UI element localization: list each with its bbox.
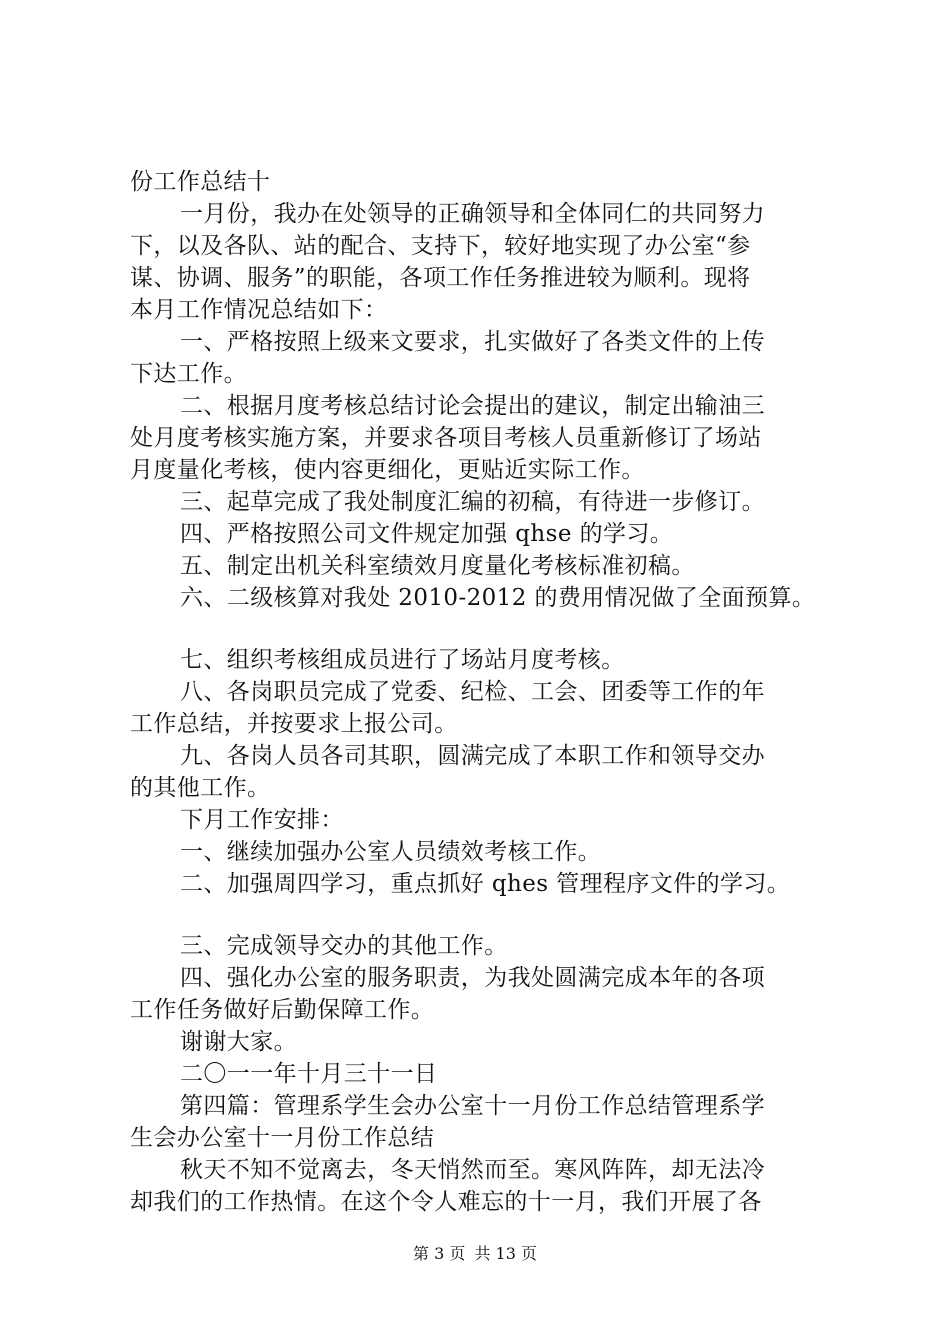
text-line: 五、制定出机关科室绩效月度量化考核标准初稿。 xyxy=(180,553,695,579)
text-line: 八、各岗职员完成了党委、纪检、工会、团委等工作的年 xyxy=(180,679,765,705)
text-line: 六、二级核算对我处 2010-2012 的费用情况做了全面预算。 xyxy=(180,585,816,611)
text-line: 一、继续加强办公室人员绩效考核工作。 xyxy=(180,839,602,865)
text-line: 第四篇：管理系学生会办公室十一月份工作总结管理系学 xyxy=(180,1093,765,1119)
text-line: 处月度考核实施方案，并要求各项目考核人员重新修订了场站 xyxy=(130,425,762,451)
text-line: 一、严格按照上级来文要求，扎实做好了各类文件的上传 xyxy=(180,329,765,355)
text-line: 下月工作安排： xyxy=(180,807,344,833)
text-line: 下，以及各队、站的配合、支持下，较好地实现了办公室“参 xyxy=(130,233,751,259)
text-line: 月度量化考核，使内容更细化，更贴近实际工作。 xyxy=(130,457,645,483)
paragraph-gap xyxy=(130,900,842,930)
text-line: 二〇一一年十月三十一日 xyxy=(180,1061,438,1087)
text-line: 下达工作。 xyxy=(130,361,247,387)
text-line: 的其他工作。 xyxy=(130,775,271,801)
text-line: 四、强化办公室的服务职责，为我处圆满完成本年的各项 xyxy=(180,965,765,991)
text-line: 本月工作情况总结如下： xyxy=(130,297,388,323)
text-line: 一月份，我办在处领导的正确领导和全体同仁的共同努力 xyxy=(180,201,765,227)
text-line: 工作总结，并按要求上报公司。 xyxy=(130,711,458,737)
text-line: 七、组织考核组成员进行了场站月度考核。 xyxy=(180,647,625,673)
text-line: 却我们的工作热情。在这个令人难忘的十一月，我们开展了各 xyxy=(130,1189,762,1215)
text-line: 份工作总结十 xyxy=(130,169,271,195)
text-line: 四、严格按照公司文件规定加强 qhse 的学习。 xyxy=(180,521,674,547)
text-line: 谋、协调、服务”的职能，各项工作任务推进较为顺利。现将 xyxy=(130,265,751,291)
text-line: 二、根据月度考核总结讨论会提出的建议，制定出输油三 xyxy=(180,393,765,419)
text-line: 三、起草完成了我处制度汇编的初稿，有待进一步修订。 xyxy=(180,489,765,515)
document-body xyxy=(130,166,842,1218)
text-line: 工作任务做好后勤保障工作。 xyxy=(130,997,435,1023)
page-number: 第 3 页 xyxy=(413,1244,466,1263)
text-line: 秋天不知不觉离去，冬天悄然而至。寒风阵阵，却无法冷 xyxy=(180,1157,765,1183)
text-line: 九、各岗人员各司其职，圆满完成了本职工作和领导交办 xyxy=(180,743,765,769)
page-footer xyxy=(0,1244,950,1264)
page-total: 共 13 页 xyxy=(474,1244,537,1263)
text-line: 二、加强周四学习，重点抓好 qhes 管理程序文件的学习。 xyxy=(180,871,791,897)
paragraph-gap xyxy=(130,614,842,644)
text-line: 三、完成领导交办的其他工作。 xyxy=(180,933,508,959)
text-line: 生会办公室十一月份工作总结 xyxy=(130,1125,435,1151)
text-line: 谢谢大家。 xyxy=(180,1029,297,1055)
